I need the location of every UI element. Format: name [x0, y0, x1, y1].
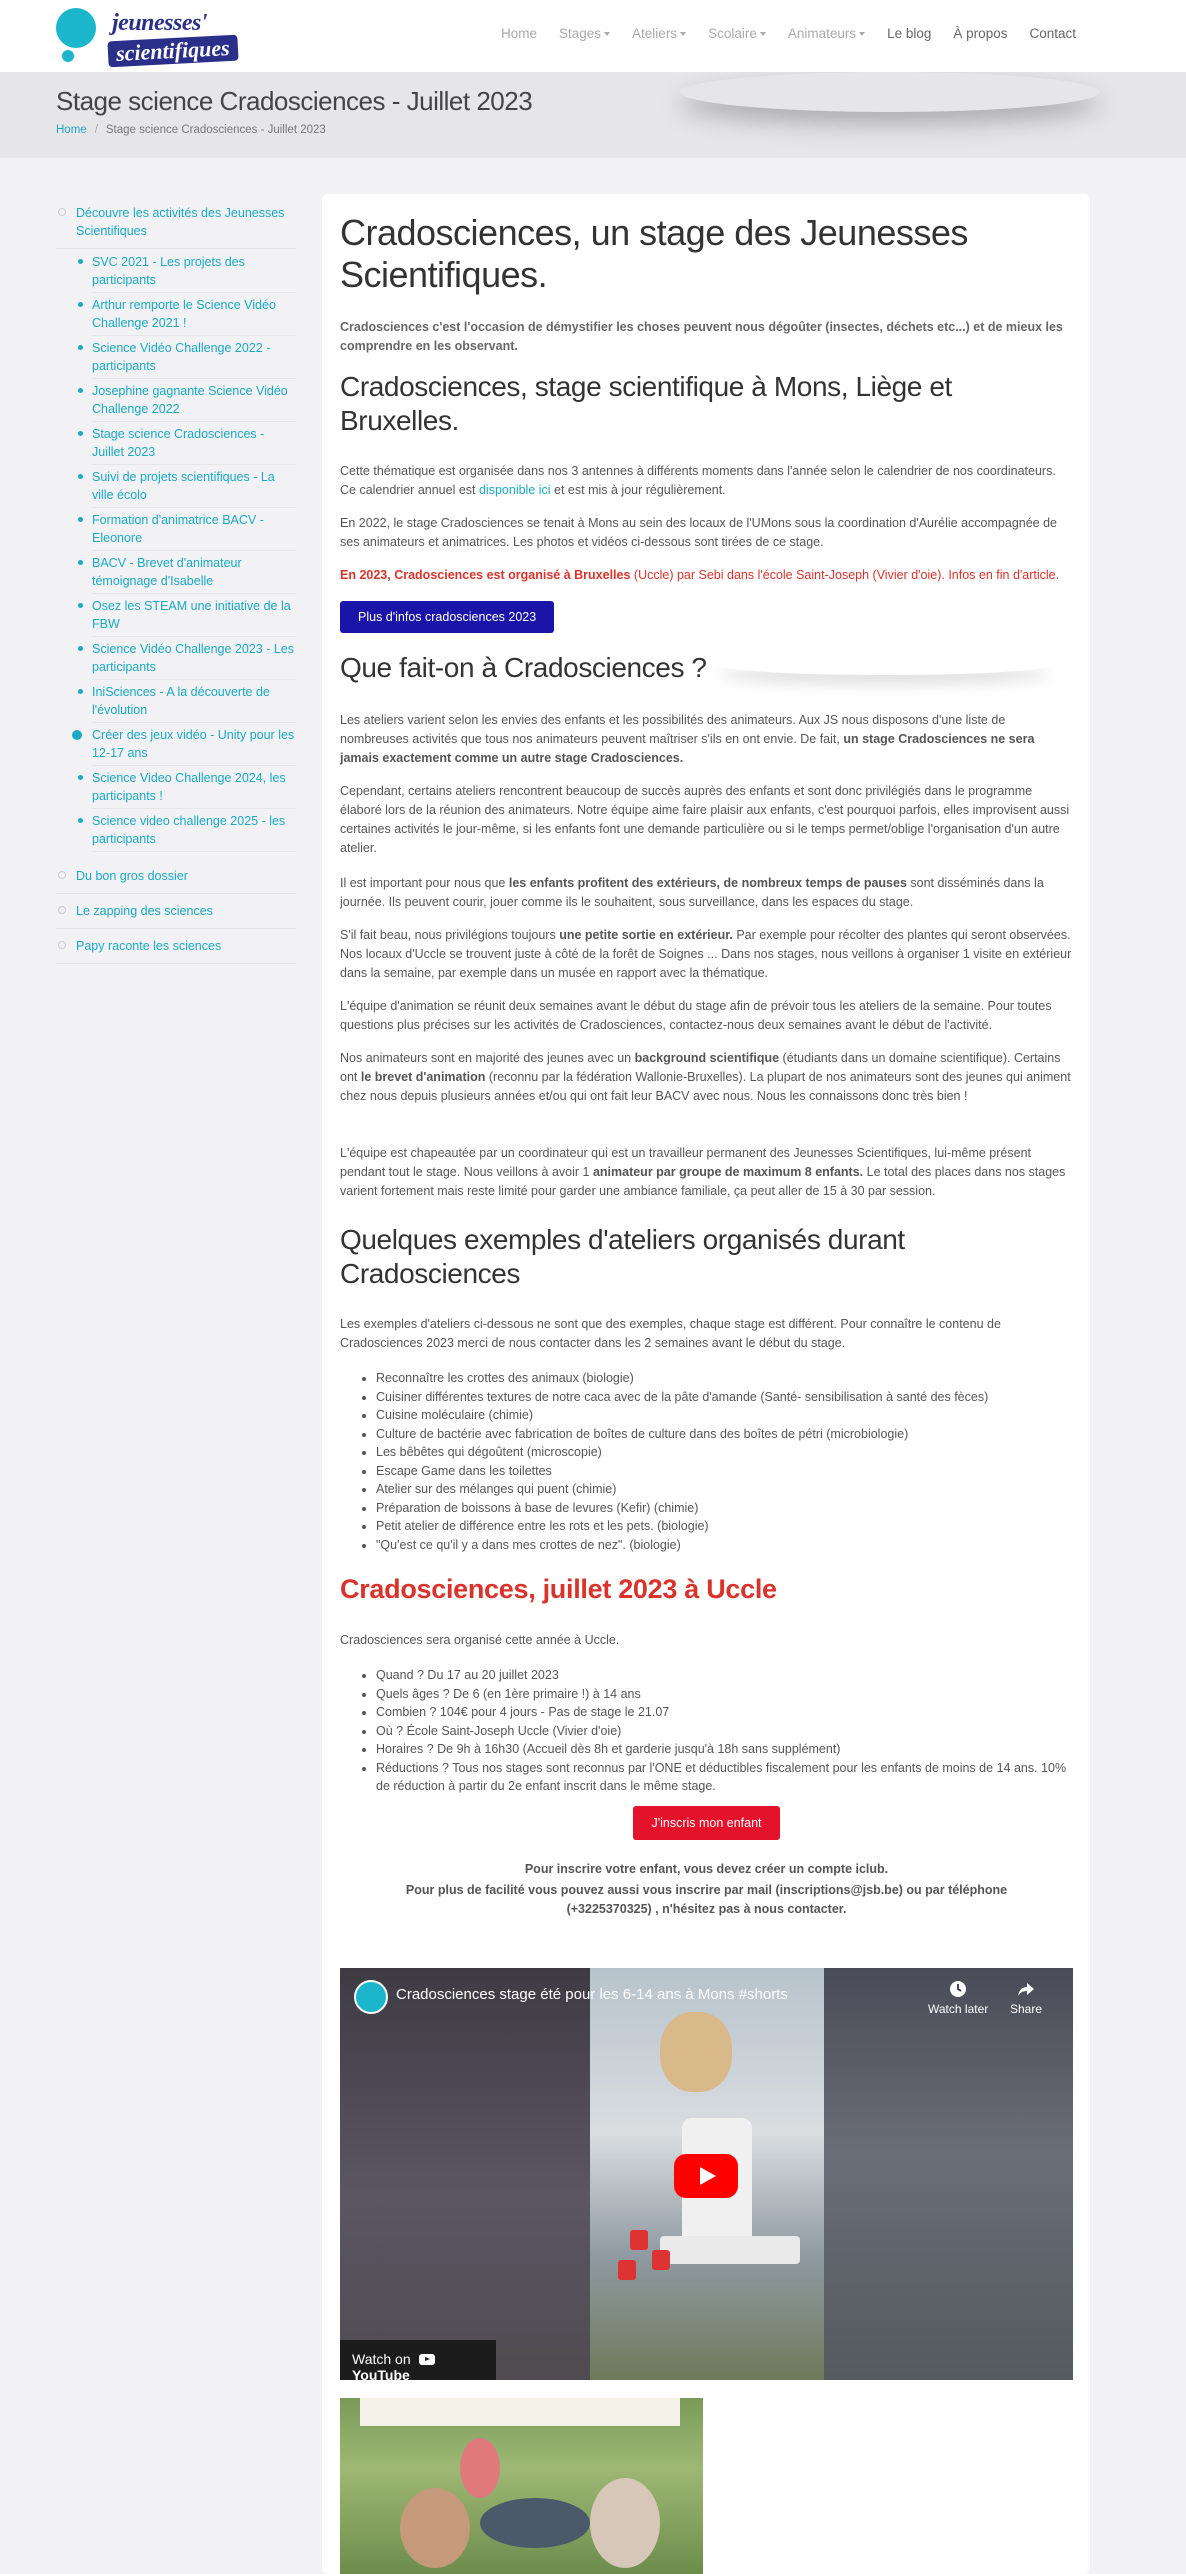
- list-item: • Combien ? 104€ pour 4 jours - Pas de stage le 21.07: [376, 1703, 1073, 1722]
- nav-ateliers[interactable]: Ateliers: [632, 26, 686, 41]
- list-item: • "Qu'est ce qu'il y a dans mes crottes de nez". (biologie): [376, 1536, 1073, 1555]
- breadcrumb: Home / Stage science Cradosciences - Juillet 2023: [56, 124, 326, 136]
- sidebar-subitem[interactable]: Arthur remporte le Science Vidéo Challenge 2021 !: [92, 296, 296, 336]
- paragraph-coordinateur: L'équipe est chapeautée par un coordinateur qui est un travailleur permanent des Jeunesses Scientifiques, lui-même présent pendant tout le stage. Nous veillons à avoir 1 animateur par groupe de maximum 8 enfants. Le total des places dans nos stages varient fortement mais reste limité pour garder une ambiance familiale, ça peut aller de 15 à 30 par session.: [340, 1146, 1066, 1198]
- paragraph-succes: Cependant, certains ateliers rencontrent beaucoup de succès auprès des enfants et sont donc privilégiés dans le programme élaboré lors de la réunion des animateurs. Notre équipe aime faire plaisir aux enfants, c'est pourquoi parfois, elles improvisent aussi certaines activités le jour-même, si les enfants font une demande particulière ou si le temps permet/oblige l'organisation d'un autre atelier.: [340, 784, 1070, 855]
- video-title[interactable]: Cradosciences stage été pour les 6-14 ans à Mons #shorts: [396, 1986, 788, 2003]
- list-item: • Cuisiner différentes textures de notre caca avec de la pâte d'amande (Santé- sensibilisation à santé des fèces): [376, 1388, 1073, 1407]
- dot-bullet-icon: [78, 388, 83, 393]
- sidebar-subitem[interactable]: Suivi de projets scientifiques - La ville écolo: [92, 468, 296, 508]
- paragraph-2022: En 2022, le stage Cradosciences se tenait à Mons au sein des locaux de l'UMons sous la coordination d'Aurélie accompagnée de ses animateurs et animatrices. Les photos et vidéos ci-dessous sont tirées de ce stage.: [340, 516, 1058, 549]
- nav-blog[interactable]: Le blog: [887, 26, 932, 41]
- sidebar-subitem[interactable]: Science video challenge 2025 - les participants: [92, 812, 296, 852]
- play-button[interactable]: [674, 2154, 738, 2198]
- nav-contact[interactable]: Contact: [1029, 26, 1076, 41]
- sidebar: [56, 196, 296, 964]
- photo-figure: [460, 2438, 500, 2498]
- dot-bullet-icon: [78, 646, 83, 651]
- sidebar-subitem-current[interactable]: Stage science Cradosciences - Juillet 2023: [92, 425, 296, 465]
- photo-figure: [400, 2488, 470, 2568]
- paragraph-sortie: S'il fait beau, nous privilégions toujours une petite sortie en extérieur. Par exemple pour récolter des plantes qui seront observées. Nos locaux d'Uccle se trouvent juste à côté de la forêt de Soignes ... Dans nos stages, nous veillons à organiser 1 visite en extérieur dans la semaine, par exemple dans un musée en rapport avec la thématique.: [340, 928, 1072, 980]
- breadcrumb-current: Stage science Cradosciences - Juillet 2023: [105, 124, 326, 136]
- dot-bullet-icon: [78, 259, 83, 264]
- share-icon: [1017, 1980, 1035, 1998]
- paragraph-2023: En 2023, Cradosciences est organisé à Bruxelles (Uccle) par Sebi dans l'école Saint-Joseph (Vivier d'oie). Infos en fin d'article.: [340, 568, 1060, 582]
- main-content-card: [322, 194, 1090, 2574]
- stage-photo: [340, 2398, 703, 2574]
- circle-bullet-icon: [58, 871, 66, 879]
- paragraph-exterieurs: Il est important pour nous que les enfants profitent des extérieurs, de nombreux temps de pauses sont disséminés dans la journée. Ils peuvent courir, jouer comme ils le souhaitent, sous surveillance, dans les espaces du stage.: [340, 876, 1044, 909]
- share-button[interactable]: Share: [1010, 1980, 1042, 2016]
- sidebar-item-label[interactable]: Du bon gros dossier: [76, 869, 188, 883]
- main-nav: [479, 26, 1076, 41]
- list-item: • Où ? École Saint-Joseph Uccle (Vivier d'oie): [376, 1722, 1073, 1741]
- examples-list: [340, 1369, 1073, 1554]
- sidebar-subitem[interactable]: SVC 2021 - Les projets des participants: [92, 253, 296, 293]
- chevron-down-icon: [604, 32, 610, 36]
- tent-image: [360, 2398, 680, 2426]
- dot-bullet-icon: [78, 345, 83, 350]
- list-item: • Reconnaître les crottes des animaux (biologie): [376, 1369, 1073, 1388]
- sidebar-subitem[interactable]: IniSciences - A la découverte de l'évolution: [92, 683, 296, 723]
- sidebar-subitem[interactable]: Osez les STEAM une initiative de la FBW: [92, 597, 296, 637]
- sidebar-subitem[interactable]: Formation d'animatrice BACV - Eleonore: [92, 511, 296, 551]
- list-item: • Les bêbêtes qui dégoûtent (microscopie): [376, 1443, 1073, 1462]
- paragraph-equipe: L'équipe d'animation se réunit deux semaines avant le début du stage afin de prévoir tous les ateliers de la semaine. Pour toutes questions plus précises sur les activités de Cradosciences, contactez-nous deux semaines avant le début de l'activité.: [340, 999, 1052, 1032]
- paragraph-uccle-intro: Cradosciences sera organisé cette année à Uccle.: [340, 1633, 620, 1647]
- breadcrumb-home-link[interactable]: Home: [56, 124, 87, 136]
- cup-image: [618, 2260, 636, 2280]
- more-info-button[interactable]: Plus d'infos cradosciences 2023: [340, 601, 554, 633]
- active-dot-icon: [72, 730, 82, 740]
- sidebar-subitem[interactable]: Science Video Challenge 2024, les participants !: [92, 769, 296, 809]
- photo-figure: [590, 2478, 660, 2568]
- page-banner: [0, 72, 1186, 158]
- article: [340, 212, 1073, 1933]
- sidebar-item-zapping[interactable]: [56, 894, 296, 929]
- signup-note: Pour inscrire votre enfant, vous devez créer un compte iclub.: [524, 1861, 889, 1876]
- signup-button[interactable]: J'inscris mon enfant: [633, 1806, 779, 1840]
- circle-bullet-icon: [58, 941, 66, 949]
- youtube-logo-icon: [419, 2354, 435, 2365]
- list-item: • Escape Game dans les toilettes: [376, 1462, 1073, 1481]
- channel-avatar[interactable]: [354, 1980, 388, 2014]
- sidebar-item-label[interactable]: Découvre les activités des Jeunesses Scientifiques: [76, 206, 285, 238]
- infos-list: [340, 1666, 1073, 1796]
- section-heading-exemples: Quelques exemples d'ateliers organisés durant Cradosciences: [340, 1224, 905, 1289]
- section-heading-wrap: [340, 651, 1073, 685]
- nav-scolaire[interactable]: Scolaire: [708, 26, 766, 41]
- nav-home[interactable]: Home: [501, 26, 538, 41]
- dot-bullet-icon: [78, 818, 83, 823]
- article-intro: Cradosciences c'est l'occasion de démystifier les choses peuvent nous dégoûter (insectes, déchets etc...) et de mieux les comprendre en les observant.: [340, 320, 1063, 353]
- sidebar-subitem[interactable]: Science Vidéo Challenge 2022 - participants: [92, 339, 296, 379]
- list-item: • Atelier sur des mélanges qui puent (chimie): [376, 1480, 1073, 1499]
- paragraph-exemples-intro: Les exemples d'ateliers ci-dessous ne sont que des exemples, chaque stage est différent. Pour connaître le contenu de Cradosciences 2023 merci de nous contacter dans les 2 semaines avant le début du stage.: [340, 1317, 1001, 1350]
- nav-stages[interactable]: Stages: [559, 26, 610, 41]
- list-item: • Culture de bactérie avec fabrication de boîtes de culture dans des boîtes de pétri (microbiologie): [376, 1425, 1073, 1444]
- nav-animateurs[interactable]: Animateurs: [788, 26, 865, 41]
- chevron-down-icon: [760, 32, 766, 36]
- signup-contact-note: Pour plus de facilité vous pouvez aussi vous inscrire par mail (inscriptions@jsb.be) ou par téléphone (+3225370325) , n'hésitez pas à nous contacter.: [405, 1882, 1008, 1916]
- chevron-down-icon: [680, 32, 686, 36]
- section-heading-uccle: Cradosciences, juillet 2023 à Uccle: [340, 1574, 777, 1604]
- logo-circle: [56, 8, 96, 48]
- paragraph-animateurs: Nos animateurs sont en majorité des jeunes avec un background scientifique (étudiants dans un domaine scientifique). Certains ont le brevet d'animation (reconnu par la fédération Wallonie-Bruxelles). La plupart de nos animateurs sont des jeunes qui animent chez nous depuis plusieurs années et/ou qui ont fait leur BACV avec nous. Nous les connaissons donc très bien !: [340, 1051, 1071, 1103]
- heading-decoration: [720, 655, 1050, 675]
- list-item: • Quels âges ? De 6 (en 1ère primaire !) à 14 ans: [376, 1685, 1073, 1704]
- banner-decoration: [680, 72, 1100, 112]
- watch-on-youtube-button[interactable]: Watch onYouTube: [340, 2340, 496, 2380]
- list-item: • Préparation de boissons à base de levures (Kefir) (chimie): [376, 1499, 1073, 1518]
- site-header: [0, 0, 1186, 72]
- sidebar-item-dossier[interactable]: [56, 859, 296, 894]
- video-frame-left: [340, 1968, 590, 2380]
- chevron-down-icon: [859, 32, 865, 36]
- dot-bullet-icon: [78, 560, 83, 565]
- cup-image: [652, 2250, 670, 2270]
- dot-bullet-icon: [78, 474, 83, 479]
- dot-bullet-icon: [78, 775, 83, 780]
- article-title: Cradosciences, un stage des Jeunesses Scientifiques.: [340, 212, 968, 295]
- sidebar-item-decouvre[interactable]: [56, 196, 296, 249]
- watch-later-button[interactable]: Watch later: [928, 1980, 988, 2016]
- list-item: • Petit atelier de différence entre les rots et les pets. (biologie): [376, 1517, 1073, 1536]
- section-heading-que-fait-on: Que fait-on à Cradosciences ?: [340, 652, 707, 683]
- dot-bullet-icon: [78, 689, 83, 694]
- calendar-link[interactable]: disponible ici: [478, 483, 551, 497]
- list-item: • Quand ? Du 17 au 20 juillet 2023: [376, 1666, 1073, 1685]
- page-title: Stage science Cradosciences - Juillet 2023: [56, 86, 533, 116]
- dot-bullet-icon: [78, 603, 83, 608]
- circle-bullet-icon: [58, 208, 66, 216]
- photo-figure: [480, 2498, 590, 2548]
- dot-bullet-icon: [78, 431, 83, 436]
- logo-text-bottom: scientifiques: [107, 35, 238, 68]
- youtube-embed[interactable]: [340, 1968, 1073, 2380]
- logo-text-top: jeunesses': [112, 10, 208, 36]
- sidebar-subitem[interactable]: Science Vidéo Challenge 2023 - Les participants: [92, 640, 296, 680]
- logo-dot: [62, 50, 74, 62]
- cup-image: [630, 2230, 648, 2250]
- sidebar-subitem[interactable]: Josephine gagnante Science Vidéo Challenge 2022: [92, 382, 296, 422]
- sidebar-item-papy[interactable]: [56, 929, 296, 964]
- site-logo[interactable]: [56, 8, 266, 66]
- section-heading-stage: Cradosciences, stage scientifique à Mons, Liège et Bruxelles.: [340, 371, 952, 436]
- paragraph-ateliers: Les ateliers varient selon les envies des enfants et les possibilités des animateurs. Aux JS nous disposons d'une liste de nombreuses activités que tous nos animateurs peuvent maîtriser s'ils en ont envie. De fait, un stage Cradosciences ne sera jamais exactement comme un autre stage Cradosciences.: [340, 713, 1035, 765]
- sidebar-item-label[interactable]: Le zapping des sciences: [76, 904, 213, 918]
- video-subject: [660, 2012, 732, 2092]
- paragraph-calendar: Cette thématique est organisée dans nos 3 antennes à différents moments dans l'année selon le calendrier de nos coordinateurs. Ce calendrier annuel est disponible ici et est mis à jour régulièrement.: [340, 464, 1056, 497]
- list-item: • Cuisine moléculaire (chimie): [376, 1406, 1073, 1425]
- nav-a-propos[interactable]: À propos: [953, 26, 1008, 41]
- sidebar-subitem[interactable]: Créer des jeux vidéo - Unity pour les 12-17 ans: [92, 726, 296, 766]
- microscope-base: [660, 2236, 800, 2264]
- sidebar-item-label[interactable]: Papy raconte les sciences: [76, 939, 222, 953]
- video-frame-right: [824, 1968, 1073, 2380]
- sidebar-submenu: [56, 249, 296, 859]
- circle-bullet-icon: [58, 906, 66, 914]
- sidebar-subitem[interactable]: BACV - Brevet d'animateur témoignage d'Isabelle: [92, 554, 296, 594]
- dot-bullet-icon: [78, 302, 83, 307]
- list-item: • Réductions ? Tous nos stages sont reconnus par l'ONE et déductibles fiscalement pour les enfants de moins de 14 ans. 10% de réduction à partir du 2e enfant inscrit dans le même stage.: [376, 1759, 1073, 1796]
- dot-bullet-icon: [78, 517, 83, 522]
- list-item: • Horaires ? De 9h à 16h30 (Accueil dès 8h et garderie jusqu'à 18h sans supplément): [376, 1740, 1073, 1759]
- clock-icon: [949, 1980, 967, 1998]
